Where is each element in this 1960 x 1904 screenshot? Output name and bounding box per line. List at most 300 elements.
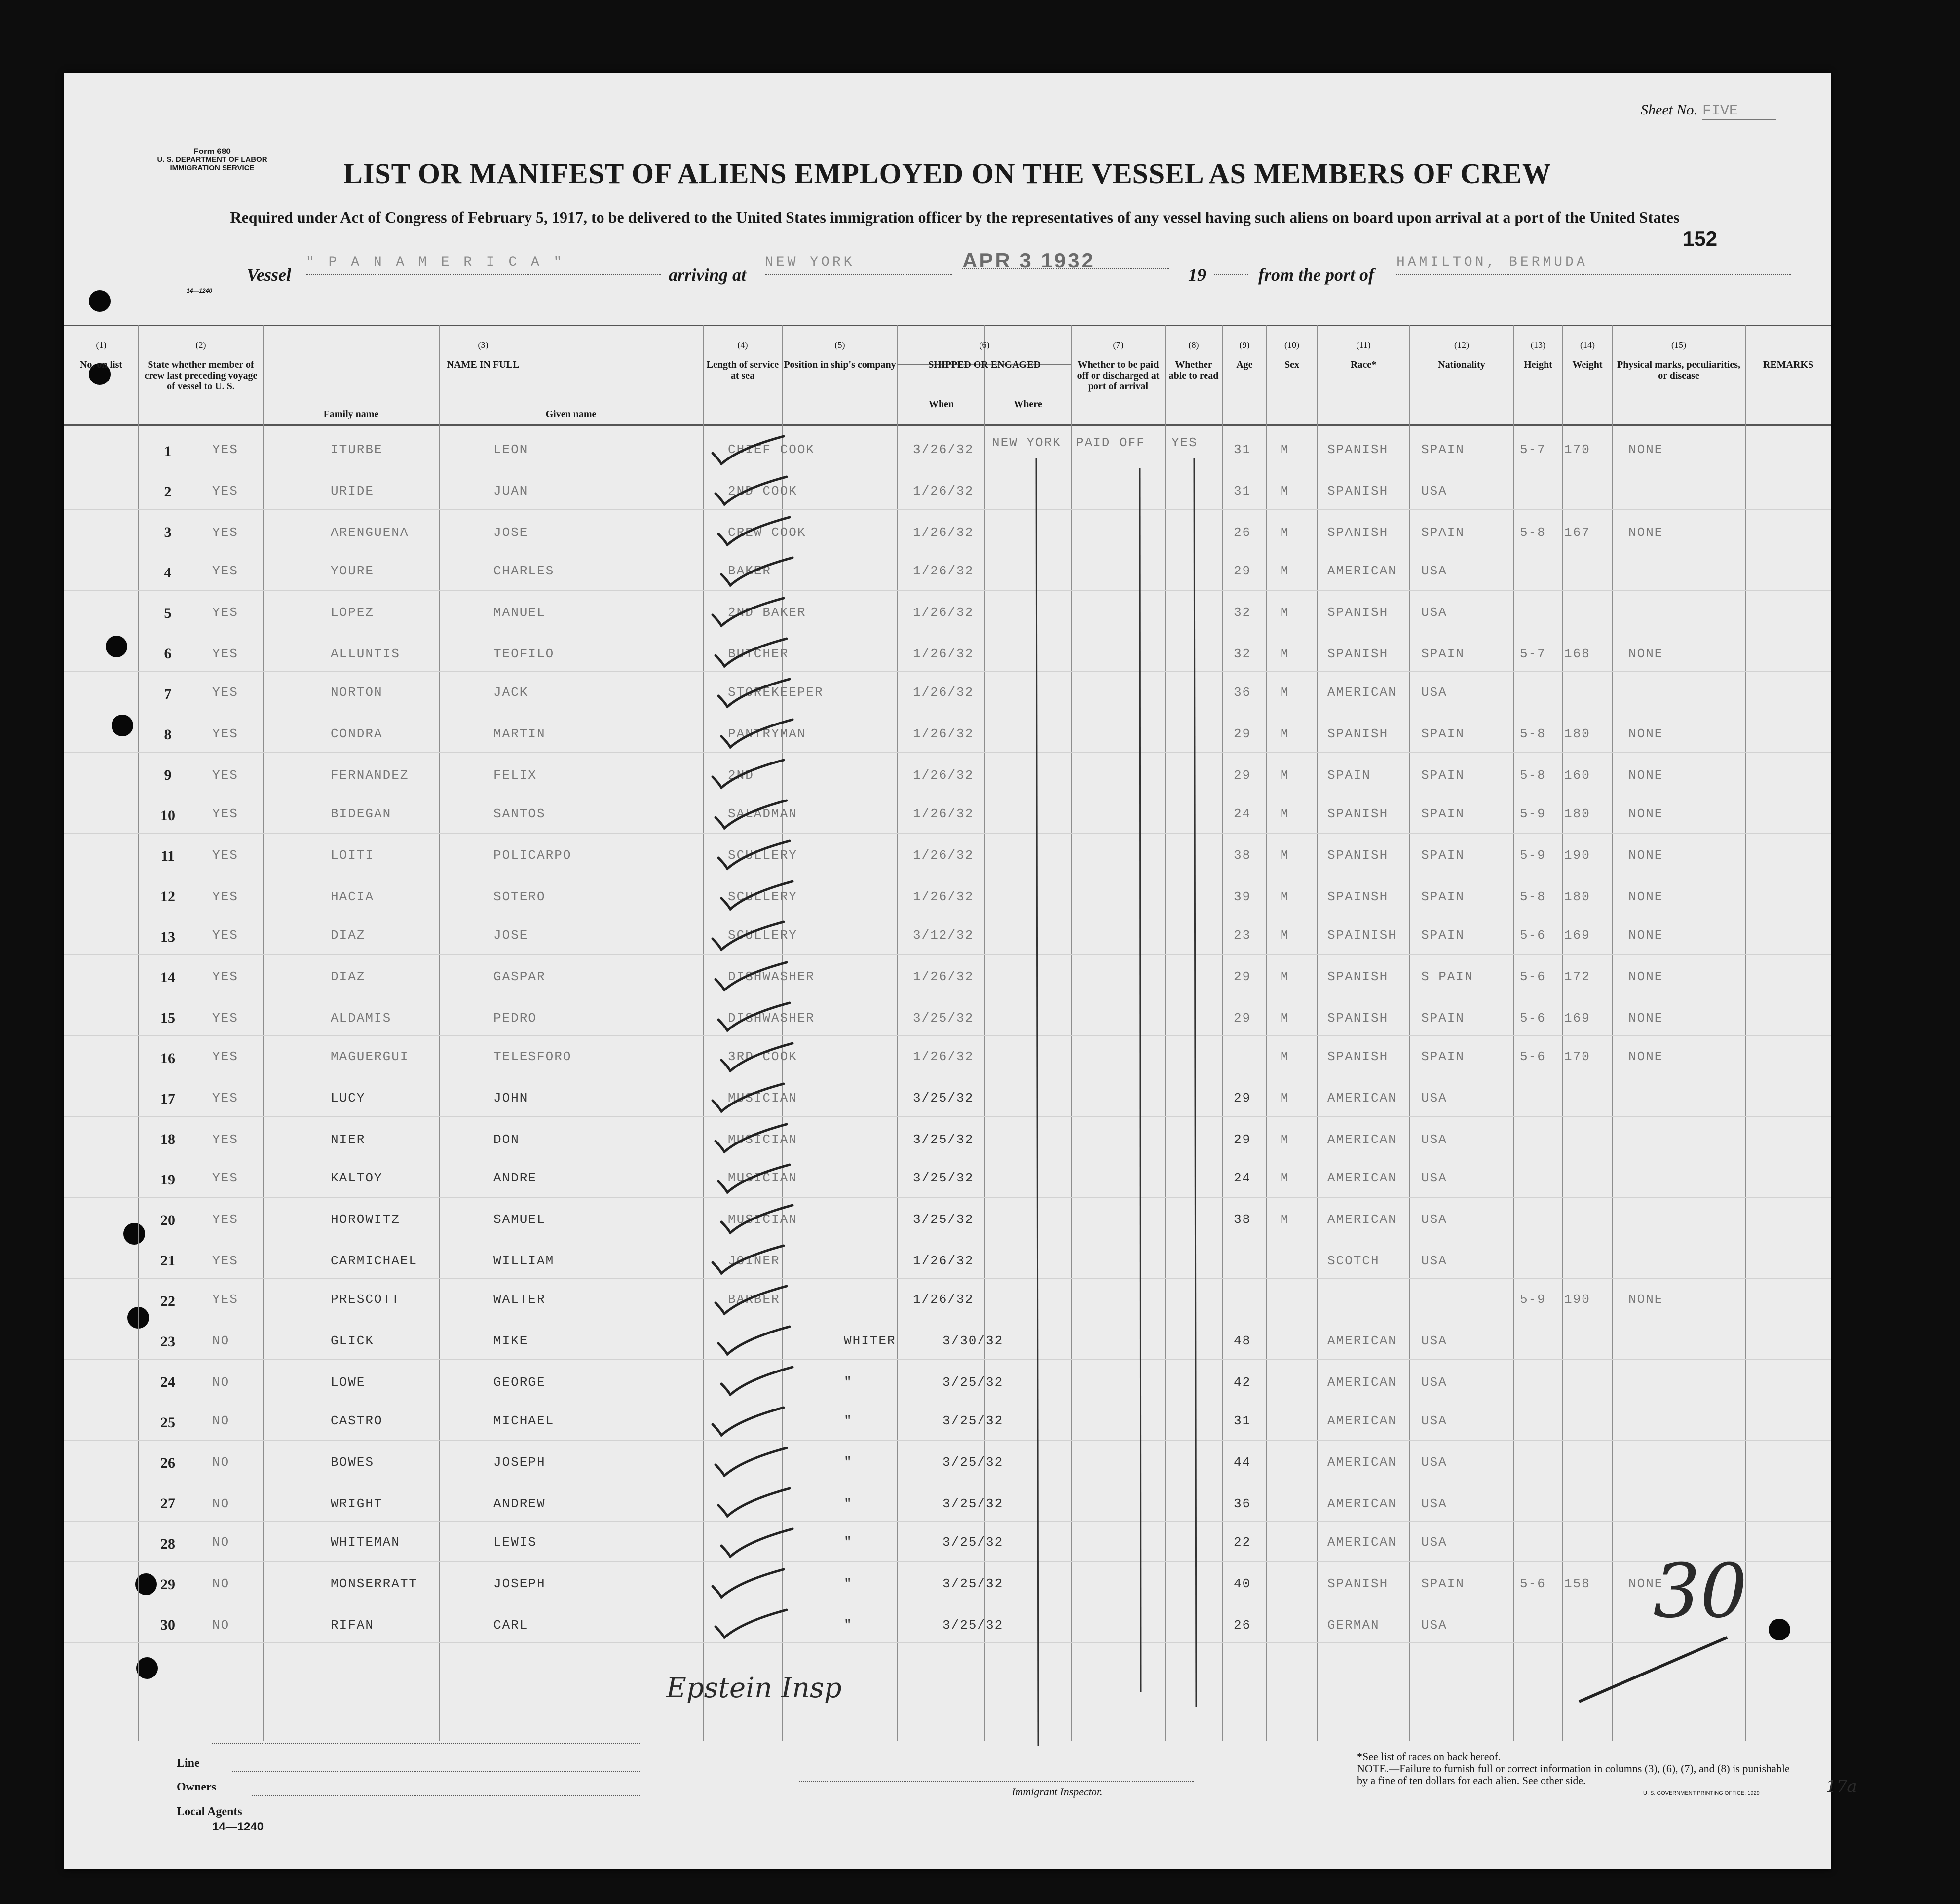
previous-voyage: YES bbox=[212, 525, 238, 540]
weight: 160 bbox=[1564, 768, 1590, 783]
nationality: SPAIN bbox=[1421, 848, 1465, 863]
row-number: 3 bbox=[164, 524, 172, 540]
race: SPANISH bbox=[1327, 442, 1389, 457]
row-number: 21 bbox=[160, 1253, 175, 1269]
nationality: SPAIN bbox=[1421, 1049, 1465, 1064]
header-sex: (10) Sex bbox=[1284, 340, 1299, 370]
age: 29 bbox=[1234, 564, 1251, 578]
sex: M bbox=[1281, 525, 1289, 540]
family-name: DIAZ bbox=[331, 928, 366, 943]
nationality: USA bbox=[1421, 1132, 1447, 1147]
physical-marks: NONE bbox=[1628, 889, 1663, 904]
row-number: 27 bbox=[160, 1495, 175, 1512]
header-where: Where bbox=[1014, 399, 1042, 410]
position: 2ND bbox=[728, 768, 754, 783]
age: 36 bbox=[1234, 1496, 1251, 1511]
race: AMERICAN bbox=[1327, 1375, 1397, 1390]
position: WHITER bbox=[844, 1333, 896, 1348]
height: 5-8 bbox=[1520, 768, 1546, 783]
shipped-when: 3/26/32 bbox=[913, 442, 974, 457]
shipped-when: 1/26/32 bbox=[913, 525, 974, 540]
row-number: 24 bbox=[160, 1374, 175, 1390]
punch-hole bbox=[89, 290, 111, 312]
ditto-lines bbox=[64, 325, 1831, 1741]
position: " bbox=[844, 1535, 853, 1550]
physical-marks: NONE bbox=[1628, 806, 1663, 821]
row-number: 18 bbox=[160, 1131, 175, 1147]
shipped-when: 3/25/32 bbox=[942, 1618, 1004, 1633]
nationality: S PAIN bbox=[1421, 969, 1473, 984]
previous-voyage: YES bbox=[212, 806, 238, 821]
physical-marks: NONE bbox=[1628, 768, 1663, 783]
shipped-when: 1/26/32 bbox=[913, 484, 974, 498]
given-name: PEDRO bbox=[493, 1011, 537, 1026]
race: SPAIN bbox=[1327, 768, 1371, 783]
race: SPANISH bbox=[1327, 525, 1389, 540]
race: AMERICAN bbox=[1327, 1333, 1397, 1348]
position: PANTRYMAN bbox=[728, 726, 806, 741]
weight: 190 bbox=[1564, 848, 1590, 863]
given-name: CARL bbox=[493, 1618, 528, 1633]
header-age: (9) Age bbox=[1236, 340, 1253, 370]
date-stamp: APR 3 1932 bbox=[962, 249, 1169, 269]
shipped-when: 1/26/32 bbox=[913, 1254, 974, 1268]
race: SPANISH bbox=[1327, 1011, 1389, 1026]
weight: 180 bbox=[1564, 806, 1590, 821]
sex: M bbox=[1281, 889, 1289, 904]
previous-voyage: YES bbox=[212, 1254, 238, 1268]
physical-marks: NONE bbox=[1628, 442, 1663, 457]
shipped-when: 3/25/32 bbox=[913, 1171, 974, 1185]
document-subtitle: Required under Act of Congress of February 5, 1917, to be delivered to the United States immigration officer by the representatives of any vessel having such aliens on board upon arrival at a port of the United States bbox=[230, 208, 1680, 226]
position: SCULLERY bbox=[728, 848, 797, 863]
position: MUSICIAN bbox=[728, 1212, 797, 1227]
physical-marks: NONE bbox=[1628, 848, 1663, 863]
position: MUSICIAN bbox=[728, 1171, 797, 1185]
nationality: USA bbox=[1421, 1413, 1447, 1428]
row-number: 7 bbox=[164, 686, 172, 702]
previous-voyage: YES bbox=[212, 1091, 238, 1105]
shipped-when: 3/25/32 bbox=[913, 1132, 974, 1147]
physical-marks: NONE bbox=[1628, 1049, 1663, 1064]
age: 38 bbox=[1234, 848, 1251, 863]
previous-voyage: YES bbox=[212, 969, 238, 984]
nationality: USA bbox=[1421, 564, 1447, 578]
form-header: Form 680 U. S. DEPARTMENT OF LABOR IMMIGRATION SERVICE bbox=[157, 147, 267, 172]
height: 5-9 bbox=[1520, 806, 1546, 821]
total-count-annotation: 30 bbox=[1653, 1549, 1747, 1635]
family-name: CASTRO bbox=[331, 1413, 383, 1428]
position: " bbox=[844, 1455, 853, 1470]
family-name: LUCY bbox=[331, 1091, 366, 1105]
age: 38 bbox=[1234, 1212, 1251, 1227]
family-name: RIFAN bbox=[331, 1618, 375, 1633]
family-name: URIDE bbox=[331, 484, 375, 498]
position: SCULLERY bbox=[728, 889, 797, 904]
shipped-when: 1/26/32 bbox=[913, 1049, 974, 1064]
position: BUTCHER bbox=[728, 647, 789, 661]
header-race: (11) Race* bbox=[1350, 340, 1377, 370]
shipped-when: 1/26/32 bbox=[913, 889, 974, 904]
family-name: YOURE bbox=[331, 564, 375, 578]
previous-voyage: YES bbox=[212, 1049, 238, 1064]
race: SPANISH bbox=[1327, 848, 1389, 863]
previous-voyage: YES bbox=[212, 1171, 238, 1185]
shipped-when: 1/26/32 bbox=[913, 564, 974, 578]
nationality: USA bbox=[1421, 605, 1447, 620]
age: 26 bbox=[1234, 525, 1251, 540]
given-name: ANDRE bbox=[493, 1171, 537, 1185]
race: SPANISH bbox=[1327, 605, 1389, 620]
row-number: 5 bbox=[164, 605, 172, 621]
position: 2ND BAKER bbox=[728, 605, 806, 620]
race: AMERICAN bbox=[1327, 1091, 1397, 1105]
row-number: 28 bbox=[160, 1536, 175, 1552]
footer-line-label: Line bbox=[177, 1757, 200, 1770]
position: 3RD COOK bbox=[728, 1049, 797, 1064]
row-number: 29 bbox=[160, 1576, 175, 1593]
shipped-when: 3/25/32 bbox=[913, 1011, 974, 1026]
family-name: GLICK bbox=[331, 1333, 375, 1348]
nationality: USA bbox=[1421, 1254, 1447, 1268]
nationality: SPAIN bbox=[1421, 525, 1465, 540]
family-name: KALTOY bbox=[331, 1171, 383, 1185]
shipped-when: 1/26/32 bbox=[913, 647, 974, 661]
age: 36 bbox=[1234, 685, 1251, 700]
height: 5-7 bbox=[1520, 442, 1546, 457]
weight: 180 bbox=[1564, 889, 1590, 904]
age: 26 bbox=[1234, 1618, 1251, 1633]
family-name: DIAZ bbox=[331, 969, 366, 984]
header-shipped: (6) SHIPPED OR ENGAGED bbox=[928, 340, 1041, 370]
given-name: SANTOS bbox=[493, 806, 546, 821]
race: SPANISH bbox=[1327, 726, 1389, 741]
crew-table bbox=[64, 325, 1831, 1741]
weight: 180 bbox=[1564, 726, 1590, 741]
previous-voyage: YES bbox=[212, 1292, 238, 1307]
weight: 190 bbox=[1564, 1292, 1590, 1307]
height: 5-9 bbox=[1520, 848, 1546, 863]
position: SCULLERY bbox=[728, 928, 797, 943]
race: AMERICAN bbox=[1327, 1496, 1397, 1511]
given-name: MANUEL bbox=[493, 605, 546, 620]
position: " bbox=[844, 1375, 853, 1390]
shipped-when: 3/25/32 bbox=[942, 1535, 1004, 1550]
row-number: 17 bbox=[160, 1091, 175, 1107]
position: DISHWASHER bbox=[728, 969, 815, 984]
physical-marks: NONE bbox=[1628, 1292, 1663, 1307]
previous-voyage: NO bbox=[212, 1618, 230, 1633]
weight: 172 bbox=[1564, 969, 1590, 984]
race: SPAINSH bbox=[1327, 889, 1389, 904]
position: MUSICIAN bbox=[728, 1132, 797, 1147]
age: 31 bbox=[1234, 484, 1251, 498]
underline-stroke bbox=[1574, 1633, 1732, 1707]
shipped-when: 3/25/32 bbox=[942, 1455, 1004, 1470]
gpo-imprint: U. S. GOVERNMENT PRINTING OFFICE: 1929 bbox=[1643, 1790, 1760, 1796]
nationality: SPAIN bbox=[1421, 442, 1465, 457]
sheet-number: Sheet No. FIVE bbox=[1641, 102, 1776, 120]
race: SPAINISH bbox=[1327, 928, 1397, 943]
row-number: 22 bbox=[160, 1293, 175, 1309]
physical-marks: NONE bbox=[1628, 1576, 1663, 1591]
header-able-to-read: (8) Whether able to read bbox=[1168, 340, 1219, 381]
given-name: JOSE bbox=[493, 525, 528, 540]
height: 5-6 bbox=[1520, 1576, 1546, 1591]
race: SPANISH bbox=[1327, 647, 1389, 661]
given-name: JUAN bbox=[493, 484, 528, 498]
row-number: 15 bbox=[160, 1010, 175, 1026]
nationality: USA bbox=[1421, 1171, 1447, 1185]
paid-off-status: PAID OFF bbox=[1076, 435, 1145, 450]
family-name: NIER bbox=[331, 1132, 366, 1147]
family-name: CONDRA bbox=[331, 726, 383, 741]
family-name: WHITEMAN bbox=[331, 1535, 400, 1550]
given-name: JOSEPH bbox=[493, 1455, 546, 1470]
row-number: 4 bbox=[164, 565, 172, 581]
previous-voyage: YES bbox=[212, 1132, 238, 1147]
given-name: CHARLES bbox=[493, 564, 555, 578]
height: 5-8 bbox=[1520, 889, 1546, 904]
physical-marks: NONE bbox=[1628, 969, 1663, 984]
family-name: ARENGUENA bbox=[331, 525, 409, 540]
header-remarks: REMARKS bbox=[1763, 359, 1814, 370]
age: 29 bbox=[1234, 969, 1251, 984]
row-number: 26 bbox=[160, 1455, 175, 1471]
given-name: JOHN bbox=[493, 1091, 528, 1105]
sex: M bbox=[1281, 685, 1289, 700]
given-name: GEORGE bbox=[493, 1375, 546, 1390]
height: 5-6 bbox=[1520, 1049, 1546, 1064]
row-number: 1 bbox=[164, 443, 172, 459]
weight: 168 bbox=[1564, 647, 1590, 661]
position: JOINER bbox=[728, 1254, 780, 1268]
document-title: LIST OR MANIFEST OF ALIENS EMPLOYED ON THE VESSEL AS MEMBERS OF CREW bbox=[343, 157, 1551, 190]
inspector-signature: Epstein Insp bbox=[666, 1672, 842, 1704]
weight: 170 bbox=[1564, 442, 1590, 457]
nationality: USA bbox=[1421, 1091, 1447, 1105]
race: AMERICAN bbox=[1327, 685, 1397, 700]
header-name: (3) NAME IN FULL bbox=[447, 340, 520, 370]
position: CHIEF COOK bbox=[728, 442, 815, 457]
weight: 167 bbox=[1564, 525, 1590, 540]
shipped-when: 1/26/32 bbox=[913, 768, 974, 783]
family-name: WRIGHT bbox=[331, 1496, 383, 1511]
shipped-when: 1/26/32 bbox=[913, 726, 974, 741]
previous-voyage: NO bbox=[212, 1576, 230, 1591]
given-name: MIKE bbox=[493, 1333, 528, 1348]
header-position: (5) Position in ship's company bbox=[784, 340, 896, 370]
row-number: 9 bbox=[164, 767, 172, 783]
position: " bbox=[844, 1618, 853, 1633]
age: 42 bbox=[1234, 1375, 1251, 1390]
shipped-when: 3/25/32 bbox=[913, 1212, 974, 1227]
family-name: LOWE bbox=[331, 1375, 366, 1390]
physical-marks: NONE bbox=[1628, 525, 1663, 540]
position: " bbox=[844, 1496, 853, 1511]
weight: 169 bbox=[1564, 928, 1590, 943]
given-name: TEOFILO bbox=[493, 647, 555, 661]
shipped-when: 3/12/32 bbox=[913, 928, 974, 943]
race: AMERICAN bbox=[1327, 1535, 1397, 1550]
row-number: 8 bbox=[164, 726, 172, 743]
header-when: When bbox=[928, 399, 954, 410]
height: 5-6 bbox=[1520, 928, 1546, 943]
header-length-service: (4) Length of service at sea bbox=[706, 340, 779, 381]
previous-voyage: YES bbox=[212, 726, 238, 741]
family-name: HOROWITZ bbox=[331, 1212, 400, 1227]
race: SPANISH bbox=[1327, 806, 1389, 821]
nationality: USA bbox=[1421, 484, 1447, 498]
given-name: GASPAR bbox=[493, 969, 546, 984]
footer-note: *See list of races on back hereof. NOTE.—Failure to furnish full or correct information in columns (3), (6), (7), and (8) is punishable by a fine of ten dollars for each alien. See other side. bbox=[1357, 1751, 1790, 1787]
previous-voyage: YES bbox=[212, 605, 238, 620]
family-name: BOWES bbox=[331, 1455, 375, 1470]
nationality: USA bbox=[1421, 1212, 1447, 1227]
previous-voyage: YES bbox=[212, 848, 238, 863]
sex: M bbox=[1281, 1049, 1289, 1064]
previous-voyage: NO bbox=[212, 1496, 230, 1511]
row-number: 23 bbox=[160, 1333, 175, 1350]
age: 22 bbox=[1234, 1535, 1251, 1550]
age: 48 bbox=[1234, 1333, 1251, 1348]
previous-voyage: NO bbox=[212, 1413, 230, 1428]
position: BARBER bbox=[728, 1292, 780, 1307]
header-weight: (14) Weight bbox=[1572, 340, 1603, 370]
weight: 158 bbox=[1564, 1576, 1590, 1591]
corner-annotation: 17a bbox=[1826, 1777, 1857, 1796]
given-name: WALTER bbox=[493, 1292, 546, 1307]
age: 24 bbox=[1234, 1171, 1251, 1185]
age: 32 bbox=[1234, 647, 1251, 661]
shipped-when: 3/30/32 bbox=[942, 1333, 1004, 1348]
height: 5-9 bbox=[1520, 1292, 1546, 1307]
header-paid-off: (7) Whether to be paid off or discharged at port of arrival bbox=[1077, 340, 1160, 392]
nationality: USA bbox=[1421, 1375, 1447, 1390]
given-name: LEON bbox=[493, 442, 528, 457]
sex: M bbox=[1281, 1011, 1289, 1026]
footer-agents-label: Local Agents bbox=[177, 1805, 242, 1818]
header-no: (1) No. on list bbox=[79, 340, 123, 370]
position: CREW COOK bbox=[728, 525, 806, 540]
race: GERMAN bbox=[1327, 1618, 1380, 1633]
height: 5-8 bbox=[1520, 525, 1546, 540]
given-name: JOSEPH bbox=[493, 1576, 546, 1591]
row-number: 19 bbox=[160, 1172, 175, 1188]
age: 29 bbox=[1234, 1011, 1251, 1026]
height: 5-8 bbox=[1520, 726, 1546, 741]
given-name: LEWIS bbox=[493, 1535, 537, 1550]
shipped-when: 3/25/32 bbox=[942, 1576, 1004, 1591]
shipped-when: 1/26/32 bbox=[913, 848, 974, 863]
age: 40 bbox=[1234, 1576, 1251, 1591]
weight: 169 bbox=[1564, 1011, 1590, 1026]
header-previous-voyage: (2) State whether member of crew last preceding voyage of vessel to U. S. bbox=[144, 340, 258, 392]
given-name: SAMUEL bbox=[493, 1212, 546, 1227]
given-name: POLICARPO bbox=[493, 848, 572, 863]
position: " bbox=[844, 1576, 853, 1591]
where-engaged: NEW YORK bbox=[992, 435, 1061, 450]
age: 31 bbox=[1234, 442, 1251, 457]
race: AMERICAN bbox=[1327, 1212, 1397, 1227]
previous-voyage: YES bbox=[212, 1212, 238, 1227]
sex: M bbox=[1281, 1132, 1289, 1147]
family-name: BIDEGAN bbox=[331, 806, 392, 821]
row-number: 6 bbox=[164, 646, 172, 662]
vessel-line: Vessel " P A N A M E R I C A " arriving at NEW YORK APR 3 1932 19 from the port of HAMILTON, BERMUDA 14—1240 bbox=[64, 255, 1831, 284]
nationality: USA bbox=[1421, 1618, 1447, 1633]
age: 29 bbox=[1234, 1091, 1251, 1105]
row-number: 30 bbox=[160, 1617, 175, 1633]
previous-voyage: YES bbox=[212, 484, 238, 498]
previous-voyage: YES bbox=[212, 564, 238, 578]
nationality: SPAIN bbox=[1421, 928, 1465, 943]
family-name: ALDAMIS bbox=[331, 1011, 392, 1026]
header-nationality: (12) Nationality bbox=[1438, 340, 1485, 370]
given-name: JACK bbox=[493, 685, 528, 700]
row-number: 11 bbox=[160, 848, 175, 864]
previous-voyage: NO bbox=[212, 1375, 230, 1390]
race: AMERICAN bbox=[1327, 1413, 1397, 1428]
footer-owners-label: Owners bbox=[177, 1781, 216, 1793]
family-name: HACIA bbox=[331, 889, 375, 904]
position: STOREKEEPER bbox=[728, 685, 824, 700]
sex: M bbox=[1281, 605, 1289, 620]
sex: M bbox=[1281, 806, 1289, 821]
family-name: PRESCOTT bbox=[331, 1292, 400, 1307]
shipped-when: 3/25/32 bbox=[942, 1375, 1004, 1390]
physical-marks: NONE bbox=[1628, 647, 1663, 661]
row-number: 2 bbox=[164, 484, 172, 500]
nationality: USA bbox=[1421, 1455, 1447, 1470]
row-number: 10 bbox=[160, 807, 175, 824]
shipped-when: 1/26/32 bbox=[913, 605, 974, 620]
age: 24 bbox=[1234, 806, 1251, 821]
physical-marks: NONE bbox=[1628, 726, 1663, 741]
sex: M bbox=[1281, 564, 1289, 578]
header-physical-marks: (15) Physical marks, peculiarities, or disease bbox=[1617, 340, 1740, 381]
nationality: SPAIN bbox=[1421, 647, 1465, 661]
header-height: (13) Height bbox=[1524, 340, 1552, 370]
header-family-name: Family name bbox=[323, 409, 379, 419]
nationality: SPAIN bbox=[1421, 1576, 1465, 1591]
age: 29 bbox=[1234, 726, 1251, 741]
sex: M bbox=[1281, 647, 1289, 661]
given-name: DON bbox=[493, 1132, 520, 1147]
nationality: USA bbox=[1421, 1496, 1447, 1511]
shipped-when: 1/26/32 bbox=[913, 806, 974, 821]
shipped-when: 1/26/32 bbox=[913, 1292, 974, 1307]
row-number: 25 bbox=[160, 1414, 175, 1431]
race: AMERICAN bbox=[1327, 1171, 1397, 1185]
race: SCOTCH bbox=[1327, 1254, 1380, 1268]
age: 32 bbox=[1234, 605, 1251, 620]
family-name: NORTON bbox=[331, 685, 383, 700]
previous-voyage: NO bbox=[212, 1535, 230, 1550]
sex: M bbox=[1281, 726, 1289, 741]
nationality: SPAIN bbox=[1421, 726, 1465, 741]
family-name: LOITI bbox=[331, 848, 375, 863]
previous-voyage: YES bbox=[212, 442, 238, 457]
race: AMERICAN bbox=[1327, 564, 1397, 578]
family-name: FERNANDEZ bbox=[331, 768, 409, 783]
nationality: USA bbox=[1421, 1535, 1447, 1550]
age: 44 bbox=[1234, 1455, 1251, 1470]
physical-marks: NONE bbox=[1628, 1011, 1663, 1026]
previous-voyage: YES bbox=[212, 889, 238, 904]
given-name: TELESFORO bbox=[493, 1049, 572, 1064]
row-number: 12 bbox=[160, 888, 175, 905]
